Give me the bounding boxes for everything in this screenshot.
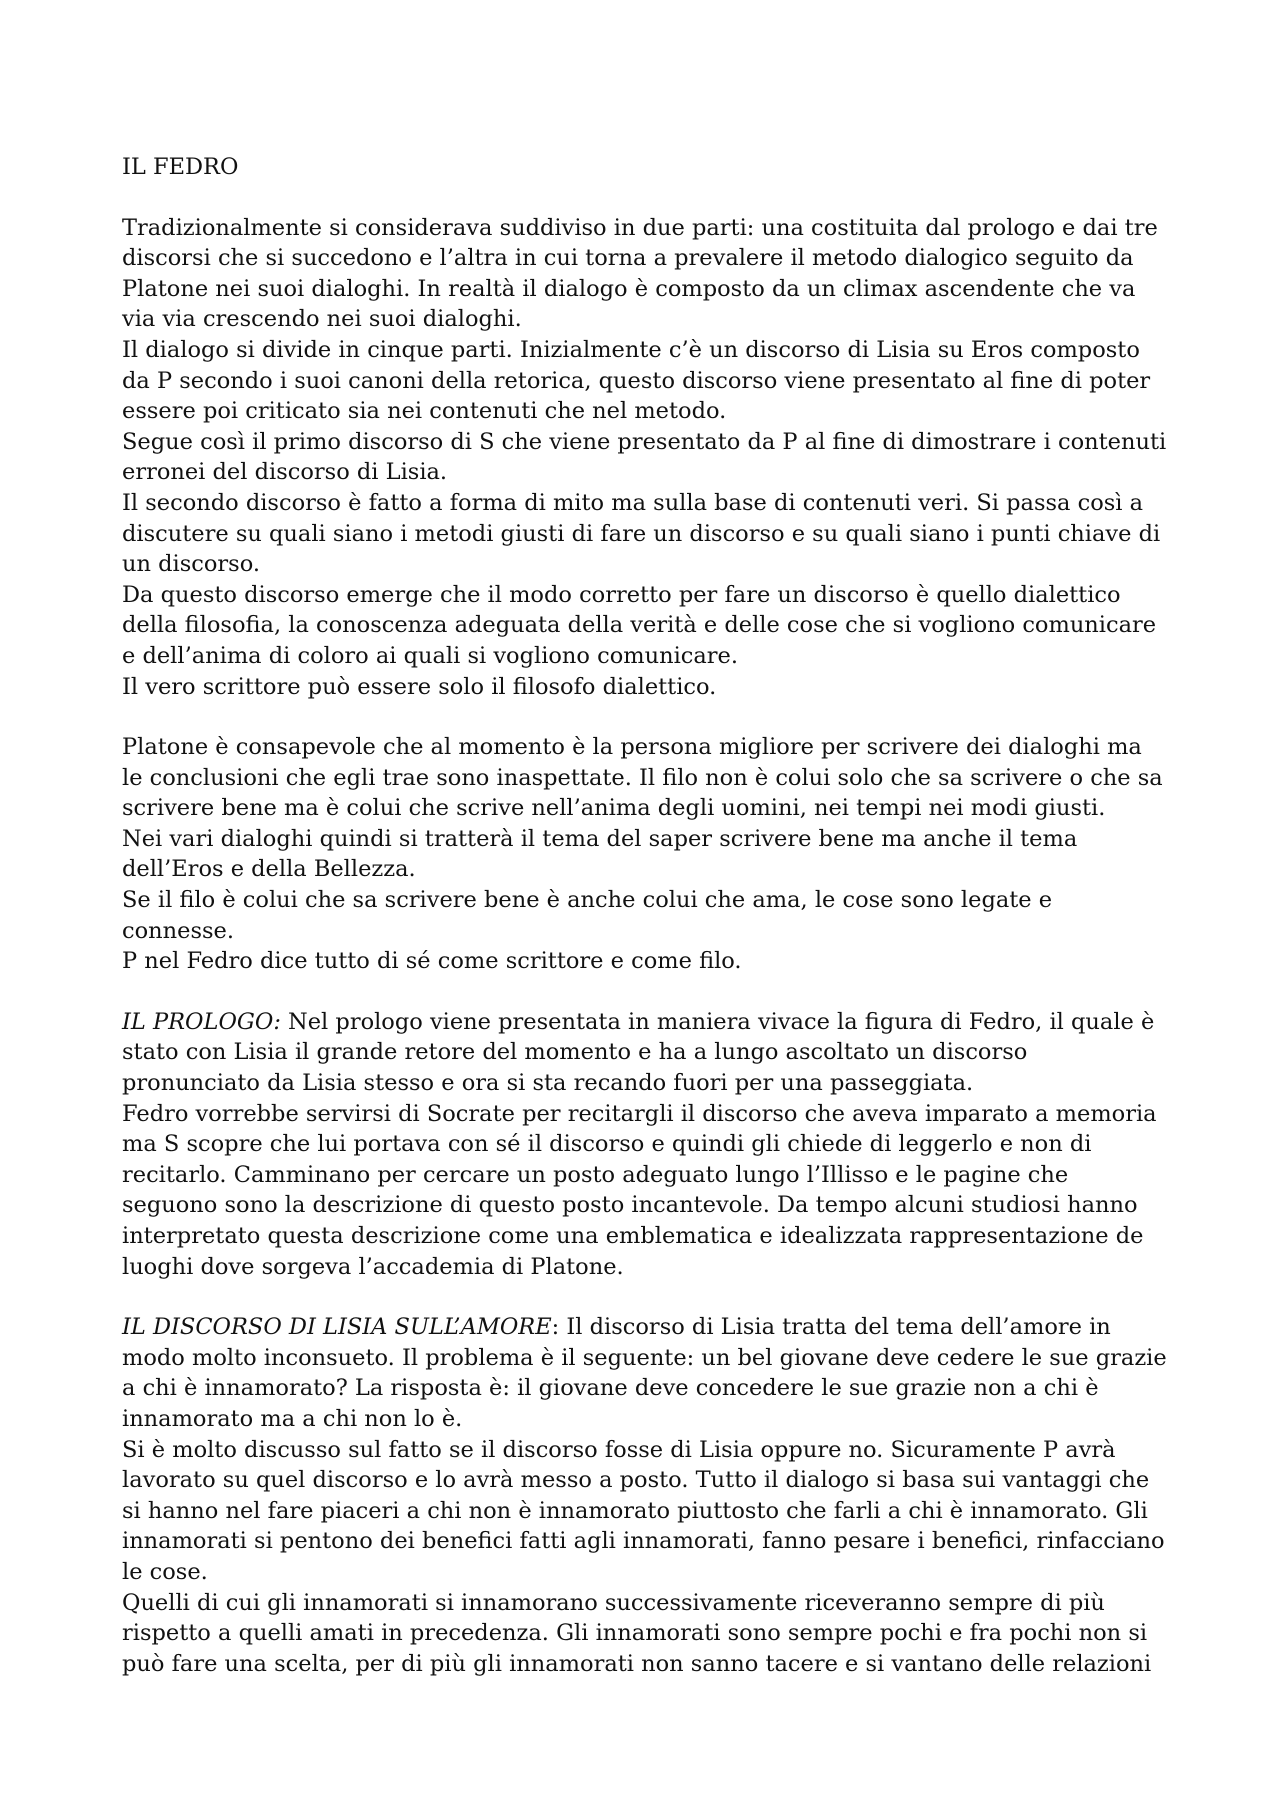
intro-section	[122, 213, 1167, 703]
paragraph: Segue così il primo discorso di S che viene presentato da P al fine di dimostrare i contenuti erronei del discorso di Lisia.	[122, 428, 1167, 486]
paragraph: Il vero scrittore può essere solo il filosofo dialettico.	[122, 673, 717, 700]
paragraph: Fedro vorrebbe servirsi di Socrate per recitargli il discorso che aveva imparato a memoria ma S scopre che lui portava con sé il discorso e quindi gli chiede di leggerlo e non di recitarlo. Camminano per cercare un posto adeguato lungo l’Illisso e le pagine che seguono sono la descrizione di questo posto incantevole. Da tempo alcuni studiosi hanno interpretato questa descrizione come una emblematica e idealizzata rappresentazione de luoghi dove sorgeva l’accademia di Platone.	[122, 1100, 1157, 1280]
paragraph	[122, 1312, 1167, 1434]
paragraph: Il secondo discorso è fatto a forma di mito ma sulla base di contenuti veri. Si passa così a discutere su quali siano i metodi giusti di fare un discorso e su quali siano i punti chiave di un discorso.	[122, 489, 1161, 578]
prologo-section	[122, 1007, 1167, 1282]
paragraph	[122, 1007, 1167, 1099]
paragraph: Platone è consapevole che al momento è la persona migliore per scrivere dei dialoghi ma le conclusioni che egli trae sono inaspettate. Il filo non è colui solo che sa scrivere o che sa scrivere bene ma è colui che scrive nell’anima degli uomini, nei tempi nei modi giusti.	[122, 734, 1163, 822]
paragraph: Il dialogo si divide in cinque parti. Inizialmente c’è un discorso di Lisia su Eros composto da P secondo i suoi canoni della retorica, questo discorso viene presentato al fine di poter essere poi criticato sia nei contenuti che nel metodo.	[122, 336, 1151, 425]
paragraph: Tradizionalmente si considerava suddiviso in due parti: una costituita dal prologo e dai tre discorsi che si succedono e l’altra in cui torna a prevalere il metodo dialogico seguito da Platone nei suoi dialoghi. In realtà il dialogo è composto da un climax ascendente che va via via crescendo nei suoi dialoghi.	[122, 214, 1158, 333]
lisia-section	[122, 1312, 1167, 1679]
paragraph: Nei vari dialoghi quindi si tratterà il tema del saper scrivere bene ma anche il tema dell’Eros e della Bellezza.	[122, 825, 1078, 883]
paragraph: Da questo discorso emerge che il modo corretto per fare un discorso è quello dialettico della filosofia, la conoscenza adeguata della verità e delle cose che si vogliono comunicare e dell’anima di coloro ai quali si vogliono comunicare.	[122, 581, 1157, 669]
section-heading-prologo: IL PROLOGO:	[122, 1008, 281, 1035]
document-title: IL FEDRO	[122, 154, 239, 180]
platone-section	[122, 732, 1167, 977]
paragraph: Se il filo è colui che sa scrivere bene è anche colui che ama, le cose sono legate e connesse.	[122, 887, 1053, 944]
section-heading-lisia: IL DISCORSO DI LISIA SULL’AMORE	[122, 1314, 552, 1341]
paragraph: P nel Fedro dice tutto di sé come scrittore e come filo.	[122, 948, 742, 975]
document-page	[122, 152, 1167, 1679]
paragraph: Quelli di cui gli innamorati si innamorano successivamente riceveranno sempre di più rispetto a quelli amati in precedenza. Gli innamorati sono sempre pochi e fra pochi non si può fare una scelta, per di più gli innamorati non sanno tacere e si vantano delle relazioni	[122, 1589, 1152, 1677]
paragraph: Si è molto discusso sul fatto se il discorso fosse di Lisia oppure no. Sicuramente P avrà lavorato su quel discorso e lo avrà messo a posto. Tutto il dialogo si basa sui vantaggi che si hanno nel fare piaceri a chi non è innamorato piuttosto che farli a chi è innamorato. Gli innamorati si pentono dei benefici fatti agli innamorati, fanno pesare i benefici, rinfacciano le cose.	[122, 1436, 1165, 1585]
paragraph-text: Nel prologo viene presentata in maniera vivace la figura di Fedro, il quale è stato con Lisia il grande retore del momento e ha a lungo ascoltato un discorso pronunciato da Lisia stesso e ora si sta recando fuori per una passeggiata.	[122, 1008, 1155, 1097]
paragraph-text: : Il discorso di Lisia tratta del tema dell’amore in modo molto inconsueto. Il problema è il seguente: un bel giovane deve cedere le sue grazie a chi è innamorato? La risposta è: il giovane deve concedere le sue grazie non a chi è innamorato ma a chi non lo è.	[122, 1314, 1167, 1432]
